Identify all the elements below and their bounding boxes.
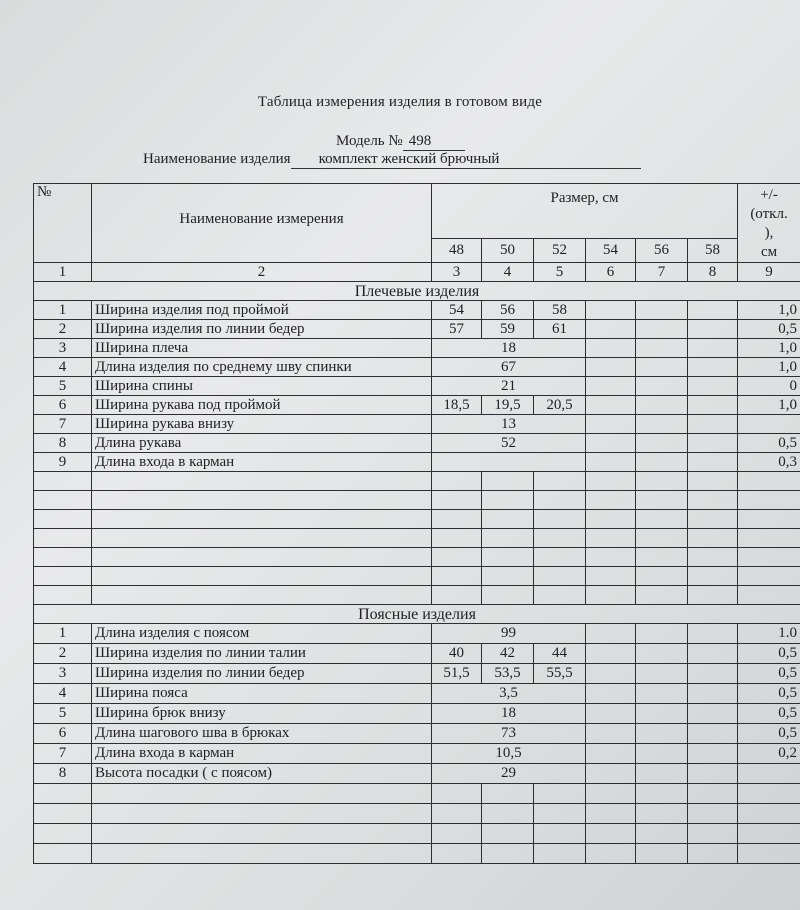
- empty-cell: [688, 453, 738, 472]
- table-row: [34, 453, 800, 472]
- empty-cell: [534, 824, 586, 844]
- size-value: 42: [482, 644, 534, 664]
- empty-cell: [534, 472, 586, 491]
- empty-cell: [586, 453, 636, 472]
- col-number: 5: [534, 263, 586, 282]
- document-title: Таблица измерения изделия в готовом виде: [257, 94, 543, 110]
- tolerance-value: 0,5: [738, 434, 800, 453]
- empty-cell: [688, 358, 738, 377]
- empty-cell: [688, 804, 738, 824]
- table-row: [34, 624, 800, 644]
- measurement-name: Ширина рукава внизу: [92, 415, 432, 434]
- row-number: 8: [34, 434, 92, 453]
- empty-cell: [636, 567, 688, 586]
- size-value: 57: [432, 320, 482, 339]
- row-number: 5: [34, 704, 92, 724]
- empty-cell: [688, 684, 738, 704]
- size-value: 18,5: [432, 396, 482, 415]
- empty-cell: [534, 804, 586, 824]
- column-numbers-row: [34, 263, 800, 282]
- empty-cell: [432, 567, 482, 586]
- empty-cell: [688, 844, 738, 864]
- row-number: 8: [34, 764, 92, 784]
- empty-cell: [586, 764, 636, 784]
- empty-cell: [636, 396, 688, 415]
- empty-cell: [636, 377, 688, 396]
- empty-cell: [534, 784, 586, 804]
- measurement-name: Ширина плеча: [92, 339, 432, 358]
- empty-cell: [92, 567, 432, 586]
- size-value-merged: 13: [432, 415, 586, 434]
- col-number: 7: [636, 263, 688, 282]
- empty-row: [34, 510, 800, 529]
- empty-cell: [34, 548, 92, 567]
- tolerance-value: 0,2: [738, 744, 800, 764]
- size-value-merged: 18: [432, 704, 586, 724]
- section-title-waist: Поясные изделия: [34, 605, 800, 624]
- empty-cell: [688, 491, 738, 510]
- size-cell: 52: [534, 239, 586, 263]
- row-number: 1: [34, 624, 92, 644]
- empty-row: [34, 804, 800, 824]
- empty-cell: [636, 320, 688, 339]
- empty-cell: [738, 567, 800, 586]
- size-value: 54: [432, 301, 482, 320]
- empty-cell: [636, 491, 688, 510]
- size-value: 19,5: [482, 396, 534, 415]
- empty-cell: [688, 704, 738, 724]
- empty-cell: [636, 804, 688, 824]
- empty-cell: [688, 510, 738, 529]
- size-value: 20,5: [534, 396, 586, 415]
- empty-cell: [586, 358, 636, 377]
- size-value: 58: [534, 301, 586, 320]
- empty-cell: [636, 301, 688, 320]
- empty-cell: [92, 804, 432, 824]
- tolerance-value: 1.0: [738, 624, 800, 644]
- table-row: [34, 339, 800, 358]
- header-tolerance: +/- (откл. ), см: [738, 184, 800, 263]
- empty-cell: [688, 784, 738, 804]
- product-value: комплект женский брючный: [291, 151, 641, 169]
- empty-cell: [432, 844, 482, 864]
- empty-row: [34, 472, 800, 491]
- measurement-name: Ширина изделия по линии бедер: [92, 320, 432, 339]
- size-value-merged: 10,5: [432, 744, 586, 764]
- empty-cell: [586, 684, 636, 704]
- row-number: 2: [34, 320, 92, 339]
- empty-cell: [738, 491, 800, 510]
- empty-cell: [586, 415, 636, 434]
- col-number: 8: [688, 263, 738, 282]
- empty-cell: [636, 415, 688, 434]
- tolerance-value: 0: [738, 377, 800, 396]
- size-value-merged: 99: [432, 624, 586, 644]
- empty-cell: [636, 824, 688, 844]
- tolerance-value: 1,0: [738, 339, 800, 358]
- size-value-merged: 18: [432, 339, 586, 358]
- col-number: 9: [738, 263, 800, 282]
- measurement-name: Высота посадки ( с поясом): [92, 764, 432, 784]
- empty-cell: [534, 567, 586, 586]
- model-value: 498: [403, 133, 465, 151]
- empty-cell: [586, 744, 636, 764]
- empty-cell: [636, 724, 688, 744]
- empty-cell: [688, 644, 738, 664]
- row-number: 9: [34, 453, 92, 472]
- empty-cell: [586, 434, 636, 453]
- empty-cell: [738, 586, 800, 605]
- col-number: 3: [432, 263, 482, 282]
- empty-cell: [636, 529, 688, 548]
- row-number: 3: [34, 664, 92, 684]
- empty-cell: [688, 320, 738, 339]
- empty-cell: [34, 844, 92, 864]
- size-value: 55,5: [534, 664, 586, 684]
- empty-cell: [432, 548, 482, 567]
- empty-cell: [34, 491, 92, 510]
- empty-cell: [688, 434, 738, 453]
- size-cell: 58: [688, 239, 738, 263]
- empty-cell: [586, 510, 636, 529]
- measurement-name: Длина шагового шва в брюках: [92, 724, 432, 744]
- empty-cell: [534, 510, 586, 529]
- tolerance-value: [738, 764, 800, 784]
- empty-cell: [586, 396, 636, 415]
- empty-row: [34, 491, 800, 510]
- empty-cell: [688, 724, 738, 744]
- empty-cell: [738, 548, 800, 567]
- empty-cell: [34, 824, 92, 844]
- empty-cell: [482, 491, 534, 510]
- size-value: 51,5: [432, 664, 482, 684]
- empty-cell: [432, 491, 482, 510]
- tolerance-value: 0,5: [738, 320, 800, 339]
- measurement-name: Ширина изделия под проймой: [92, 301, 432, 320]
- empty-cell: [586, 491, 636, 510]
- table-row: [34, 764, 800, 784]
- row-number: 4: [34, 684, 92, 704]
- empty-cell: [34, 510, 92, 529]
- table-row: [34, 377, 800, 396]
- empty-cell: [34, 784, 92, 804]
- header-name: Наименование измерения: [92, 184, 432, 263]
- empty-row: [34, 567, 800, 586]
- row-number: 4: [34, 358, 92, 377]
- measurement-name: Ширина брюк внизу: [92, 704, 432, 724]
- empty-cell: [636, 434, 688, 453]
- empty-cell: [738, 784, 800, 804]
- size-cell: 56: [636, 239, 688, 263]
- size-value: 59: [482, 320, 534, 339]
- product-name-line: [143, 151, 641, 169]
- empty-cell: [636, 358, 688, 377]
- row-number: 7: [34, 744, 92, 764]
- empty-cell: [688, 415, 738, 434]
- table-row: [34, 744, 800, 764]
- empty-cell: [636, 784, 688, 804]
- empty-cell: [636, 844, 688, 864]
- table-row: [34, 644, 800, 664]
- empty-row: [34, 586, 800, 605]
- empty-cell: [586, 586, 636, 605]
- empty-cell: [482, 529, 534, 548]
- empty-cell: [636, 548, 688, 567]
- table-row: [34, 396, 800, 415]
- empty-cell: [534, 529, 586, 548]
- tolerance-value: 0,5: [738, 704, 800, 724]
- empty-cell: [738, 824, 800, 844]
- empty-cell: [432, 472, 482, 491]
- product-label: Наименование изделия: [143, 151, 291, 167]
- empty-cell: [688, 472, 738, 491]
- tolerance-value: 0,3: [738, 453, 800, 472]
- empty-cell: [482, 510, 534, 529]
- measurement-name: Ширина рукава под проймой: [92, 396, 432, 415]
- empty-cell: [92, 472, 432, 491]
- row-number: 7: [34, 415, 92, 434]
- empty-row: [34, 529, 800, 548]
- size-value-merged: 67: [432, 358, 586, 377]
- row-number: 5: [34, 377, 92, 396]
- empty-cell: [34, 586, 92, 605]
- measurement-name: Длина входа в карман: [92, 453, 432, 472]
- empty-cell: [34, 529, 92, 548]
- empty-cell: [688, 586, 738, 605]
- measurement-name: Ширина изделия по линии бедер: [92, 664, 432, 684]
- section-title-row: [34, 282, 800, 301]
- empty-cell: [688, 396, 738, 415]
- tolerance-value: 1,0: [738, 301, 800, 320]
- empty-cell: [586, 824, 636, 844]
- empty-cell: [636, 586, 688, 605]
- section-shoulder-body: [34, 301, 800, 605]
- empty-cell: [586, 320, 636, 339]
- table-header-row: [34, 184, 800, 239]
- size-value-merged: 29: [432, 764, 586, 784]
- table-row: [34, 358, 800, 377]
- empty-cell: [688, 377, 738, 396]
- empty-cell: [738, 472, 800, 491]
- empty-cell: [688, 301, 738, 320]
- empty-cell: [688, 764, 738, 784]
- size-value: 40: [432, 644, 482, 664]
- empty-cell: [482, 586, 534, 605]
- empty-cell: [534, 844, 586, 864]
- empty-cell: [636, 472, 688, 491]
- empty-row: [34, 824, 800, 844]
- size-value: 53,5: [482, 664, 534, 684]
- empty-cell: [534, 586, 586, 605]
- size-value-merged: 3,5: [432, 684, 586, 704]
- empty-cell: [586, 548, 636, 567]
- empty-cell: [586, 704, 636, 724]
- size-value: 44: [534, 644, 586, 664]
- empty-cell: [482, 844, 534, 864]
- empty-cell: [534, 548, 586, 567]
- empty-cell: [688, 529, 738, 548]
- empty-cell: [432, 804, 482, 824]
- empty-cell: [432, 784, 482, 804]
- empty-cell: [586, 624, 636, 644]
- table-row: [34, 301, 800, 320]
- table-row: [34, 434, 800, 453]
- empty-cell: [482, 804, 534, 824]
- empty-cell: [688, 548, 738, 567]
- size-cell: 50: [482, 239, 534, 263]
- empty-cell: [482, 824, 534, 844]
- empty-cell: [738, 844, 800, 864]
- empty-cell: [34, 472, 92, 491]
- section-title-shoulder: Плечевые изделия: [34, 282, 800, 301]
- col-number: 4: [482, 263, 534, 282]
- empty-cell: [92, 586, 432, 605]
- size-cell: 54: [586, 239, 636, 263]
- empty-cell: [636, 684, 688, 704]
- table-row: [34, 320, 800, 339]
- empty-cell: [688, 339, 738, 358]
- empty-cell: [586, 529, 636, 548]
- empty-cell: [34, 567, 92, 586]
- row-number: 6: [34, 724, 92, 744]
- model-line: [336, 133, 465, 151]
- measurement-name: Длина рукава: [92, 434, 432, 453]
- empty-cell: [92, 529, 432, 548]
- empty-cell: [636, 453, 688, 472]
- table-row: [34, 724, 800, 744]
- row-number: 1: [34, 301, 92, 320]
- empty-row: [34, 784, 800, 804]
- empty-cell: [586, 377, 636, 396]
- empty-cell: [586, 844, 636, 864]
- row-number: 3: [34, 339, 92, 358]
- col-number: 2: [92, 263, 432, 282]
- size-value: 61: [534, 320, 586, 339]
- empty-cell: [482, 548, 534, 567]
- size-cell: 48: [432, 239, 482, 263]
- empty-cell: [92, 491, 432, 510]
- empty-cell: [636, 510, 688, 529]
- measurement-name: Длина изделия с поясом: [92, 624, 432, 644]
- size-value: 56: [482, 301, 534, 320]
- empty-cell: [92, 824, 432, 844]
- empty-cell: [636, 624, 688, 644]
- header-size: Размер, см: [432, 184, 738, 239]
- row-number: 6: [34, 396, 92, 415]
- table-row: [34, 664, 800, 684]
- col-number: 6: [586, 263, 636, 282]
- empty-cell: [636, 644, 688, 664]
- empty-cell: [482, 567, 534, 586]
- model-label: Модель №: [336, 133, 403, 149]
- tolerance-value: 0,5: [738, 724, 800, 744]
- empty-cell: [586, 644, 636, 664]
- empty-cell: [636, 704, 688, 724]
- empty-row: [34, 844, 800, 864]
- empty-cell: [534, 491, 586, 510]
- table-row: [34, 415, 800, 434]
- empty-cell: [636, 764, 688, 784]
- empty-cell: [636, 744, 688, 764]
- empty-cell: [586, 724, 636, 744]
- tolerance-value: 0,5: [738, 644, 800, 664]
- empty-row: [34, 548, 800, 567]
- empty-cell: [432, 586, 482, 605]
- header-num: №: [34, 184, 92, 263]
- empty-cell: [92, 548, 432, 567]
- table-row: [34, 704, 800, 724]
- empty-cell: [92, 510, 432, 529]
- tolerance-value: 0,5: [738, 664, 800, 684]
- empty-cell: [738, 529, 800, 548]
- empty-cell: [432, 510, 482, 529]
- empty-cell: [688, 824, 738, 844]
- empty-cell: [688, 664, 738, 684]
- empty-cell: [34, 804, 92, 824]
- tolerance-value: 1,0: [738, 358, 800, 377]
- measurement-name: Длина изделия по среднему шву спинки: [92, 358, 432, 377]
- table-row: [34, 684, 800, 704]
- measurement-name: Длина входа в карман: [92, 744, 432, 764]
- empty-cell: [738, 804, 800, 824]
- empty-cell: [586, 472, 636, 491]
- empty-cell: [636, 664, 688, 684]
- tolerance-value: [738, 415, 800, 434]
- empty-cell: [482, 472, 534, 491]
- size-value-merged: [432, 453, 586, 472]
- empty-cell: [688, 567, 738, 586]
- tolerance-value: 0,5: [738, 684, 800, 704]
- empty-cell: [636, 339, 688, 358]
- empty-cell: [586, 804, 636, 824]
- measurement-table: [33, 183, 800, 864]
- empty-cell: [688, 744, 738, 764]
- empty-cell: [586, 567, 636, 586]
- empty-cell: [482, 784, 534, 804]
- section-waist-body: [34, 624, 800, 864]
- empty-cell: [688, 624, 738, 644]
- size-value-merged: 73: [432, 724, 586, 744]
- empty-cell: [432, 529, 482, 548]
- empty-cell: [586, 301, 636, 320]
- row-number: 2: [34, 644, 92, 664]
- empty-cell: [738, 510, 800, 529]
- empty-cell: [92, 844, 432, 864]
- measurement-name: Ширина пояса: [92, 684, 432, 704]
- empty-cell: [92, 784, 432, 804]
- col-number: 1: [34, 263, 92, 282]
- section-title-row: [34, 605, 800, 624]
- empty-cell: [432, 824, 482, 844]
- size-value-merged: 21: [432, 377, 586, 396]
- empty-cell: [586, 784, 636, 804]
- size-value-merged: 52: [432, 434, 586, 453]
- measurement-name: Ширина изделия по линии талии: [92, 644, 432, 664]
- empty-cell: [586, 339, 636, 358]
- empty-cell: [586, 664, 636, 684]
- tolerance-value: 1,0: [738, 396, 800, 415]
- measurement-name: Ширина спины: [92, 377, 432, 396]
